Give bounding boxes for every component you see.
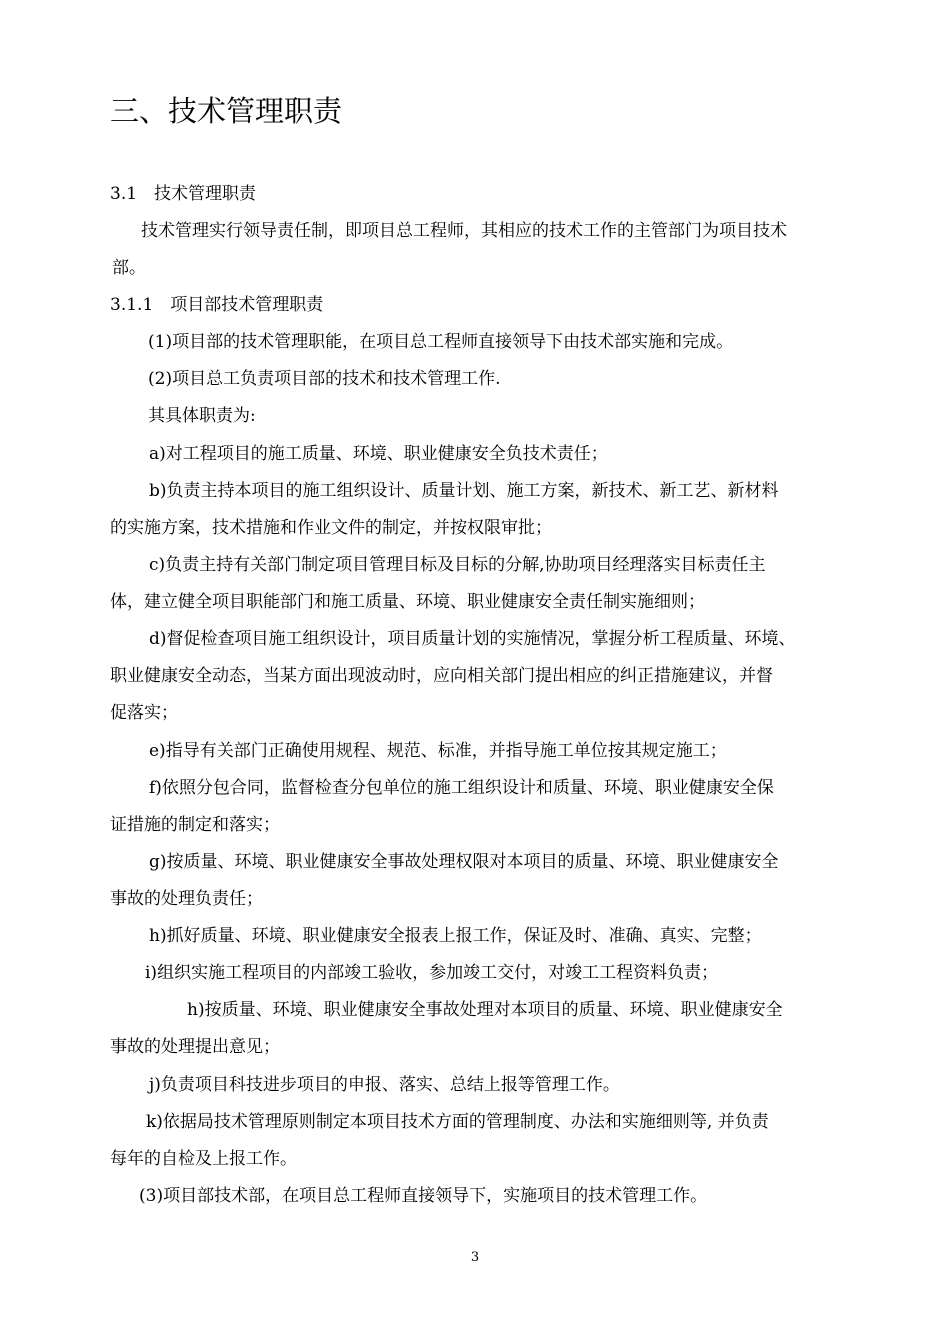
paragraph-line: (2)项目总工负责项目部的技术和技术管理工作.: [148, 369, 501, 389]
list-item: c)负责主持有关部门制定项目管理目标及目标的分解,协助项目经理落实目标责任主: [149, 555, 766, 575]
list-item-continuation: 证措施的制定和落实；: [110, 815, 280, 835]
list-item-continuation: 每年的自检及上报工作。: [110, 1149, 297, 1169]
list-item-continuation: 职业健康安全动态，当某方面出现波动时，应向相关部门提出相应的纠正措施建议，并督: [110, 666, 773, 686]
chapter-title: 三、技术管理职责: [110, 94, 343, 128]
paragraph-line: 技术管理实行领导责任制，即项目总工程师，其相应的技术工作的主管部门为项目技术: [141, 221, 787, 241]
list-item: b)负责主持本项目的施工组织设计、质量计划、施工方案，新技术、新工艺、新材料: [149, 481, 779, 501]
list-item: e)指导有关部门正确使用规程、规范、标准，并指导施工单位按其规定施工；: [149, 741, 727, 761]
list-item: g)按质量、环境、职业健康安全事故处理权限对本项目的质量、环境、职业健康安全: [149, 852, 779, 872]
list-item: i)组织实施工程项目的内部竣工验收，参加竣工交付，对竣工工程资料负责；: [145, 963, 719, 983]
list-item: h)抓好质量、环境、职业健康安全报表上报工作，保证及时、准确、真实、完整；: [149, 926, 762, 946]
paragraph-line: (1)项目部的技术管理职能，在项目总工程师直接领导下由技术部实施和完成。: [148, 332, 734, 352]
list-item-continuation: 体，建立健全项目职能部门和施工质量、环境、职业健康安全责任制实施细则；: [110, 592, 705, 612]
list-item-continuation: 事故的处理提出意见；: [110, 1037, 280, 1057]
section-heading: 3.1 技术管理职责: [110, 184, 257, 204]
list-item-continuation: 促落实；: [110, 703, 178, 723]
list-item: d)督促检查项目施工组织设计，项目质量计划的实施情况，掌握分析工程质量、环境、: [149, 629, 796, 649]
paragraph-line: 其具体职责为:: [148, 406, 256, 426]
paragraph-line: (3)项目部技术部，在项目总工程师直接领导下，实施项目的技术管理工作。: [139, 1186, 708, 1206]
paragraph-line: 部。: [112, 258, 146, 278]
list-item: a)对工程项目的施工质量、环境、职业健康安全负技术责任；: [149, 444, 608, 464]
list-item: j)负责项目科技进步项目的申报、落实、总结上报等管理工作。: [149, 1075, 620, 1095]
list-item: h)按质量、环境、职业健康安全事故处理对本项目的质量、环境、职业健康安全: [187, 1000, 783, 1020]
list-item: k)依据局技术管理原则制定本项目技术方面的管理制度、办法和实施细则等, 并负责: [146, 1112, 769, 1132]
subsection-heading: 3.1.1 项目部技术管理职责: [110, 295, 324, 315]
list-item-continuation: 的实施方案，技术措施和作业文件的制定，并按权限审批；: [110, 518, 552, 538]
list-item: f)依照分包合同，监督检查分包单位的施工组织设计和质量、环境、职业健康安全保: [149, 778, 774, 798]
list-item-continuation: 事故的处理负责任；: [110, 889, 263, 909]
page-number: 3: [470, 1250, 480, 1265]
